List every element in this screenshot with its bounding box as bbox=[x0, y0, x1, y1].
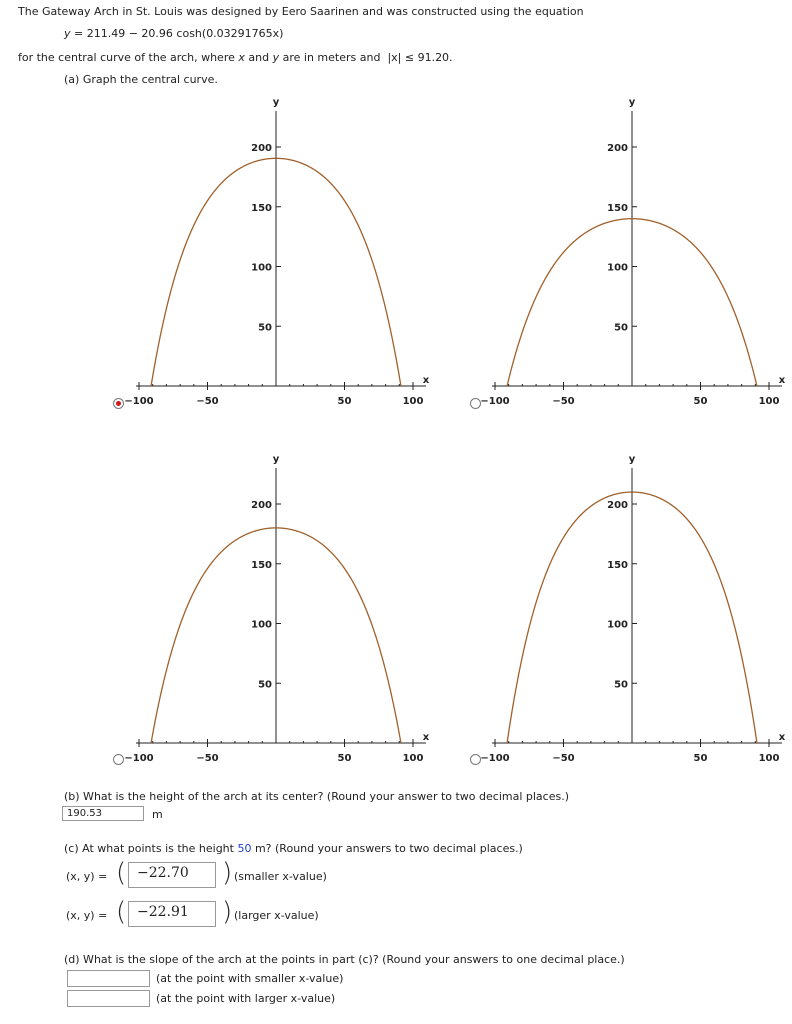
height-value: 50 bbox=[237, 842, 252, 855]
x-tick-label: 100 bbox=[402, 753, 424, 764]
y-tick-label: 100 bbox=[607, 262, 628, 274]
x-tick-label: −100 bbox=[124, 753, 154, 764]
y-axis-label: y bbox=[628, 97, 636, 108]
condition-pre: for the central curve of the arch, where bbox=[18, 51, 235, 64]
y-tick-label: 50 bbox=[614, 679, 628, 691]
open-paren-1: ( bbox=[116, 858, 127, 888]
x-tick-label: −50 bbox=[552, 753, 575, 764]
part-d-prompt: (d) What is the slope of the arch at the points in part (c)? (Round your answers to one decimal place.) bbox=[64, 953, 625, 966]
x-tick-label: −50 bbox=[196, 396, 219, 407]
y-tick-label: 150 bbox=[607, 202, 628, 214]
condition-post: are in meters and bbox=[282, 51, 381, 64]
x-tick-label: 100 bbox=[402, 396, 424, 407]
smaller-note: (smaller x-value) bbox=[234, 870, 327, 883]
y-axis-label: y bbox=[272, 454, 280, 465]
part-c-prompt-post: m? (Round your answers to two decimal places.) bbox=[254, 842, 523, 855]
y-tick-label: 100 bbox=[251, 262, 272, 274]
y-tick-label: 100 bbox=[251, 619, 272, 631]
slope-smaller-field[interactable] bbox=[67, 970, 150, 987]
x-axis-label: x bbox=[778, 375, 786, 386]
x-tick-label: −50 bbox=[552, 396, 575, 407]
y-tick-label: 150 bbox=[607, 559, 628, 571]
y-tick-label: 50 bbox=[258, 322, 272, 334]
x-tick-label: −100 bbox=[480, 753, 510, 764]
x-axis-label: x bbox=[778, 732, 786, 743]
point-larger-field[interactable]: −22.91 bbox=[128, 901, 216, 927]
larger-note: (larger x-value) bbox=[234, 909, 319, 922]
x-tick-label: −100 bbox=[124, 396, 154, 407]
y-tick-label: 50 bbox=[614, 322, 628, 334]
x-tick-label: 50 bbox=[337, 753, 352, 764]
y-tick-label: 150 bbox=[251, 202, 272, 214]
x-tick-label: −50 bbox=[196, 753, 219, 764]
xy-label-2: (x, y) = bbox=[66, 909, 108, 922]
xy-label-1: (x, y) = bbox=[66, 870, 108, 883]
x-tick-label: 50 bbox=[337, 396, 352, 407]
y-tick-label: 200 bbox=[251, 143, 272, 154]
slope-larger-note: (at the point with larger x-value) bbox=[156, 992, 336, 1005]
equation-rhs: = 211.49 − 20.96 cosh(0.03291765x) bbox=[74, 27, 284, 40]
y-tick-label: 200 bbox=[607, 500, 628, 511]
part-a-prompt: (a) Graph the central curve. bbox=[64, 73, 218, 86]
close-paren-1: ) bbox=[222, 858, 233, 888]
part-c-prompt bbox=[64, 842, 523, 855]
open-paren-2: ( bbox=[116, 897, 127, 927]
y-tick-label: 150 bbox=[251, 559, 272, 571]
close-paren-2: ) bbox=[222, 897, 233, 927]
x-tick-label: 50 bbox=[693, 753, 708, 764]
slope-smaller-note: (at the point with smaller x-value) bbox=[156, 972, 344, 985]
point-smaller-field[interactable]: −22.70 bbox=[128, 862, 216, 888]
condition-x: x bbox=[238, 51, 245, 64]
part-c-prompt-pre: (c) At what points is the height bbox=[64, 842, 234, 855]
condition-abs: |x| ≤ 91.20. bbox=[387, 51, 453, 64]
y-axis-label: y bbox=[272, 97, 280, 108]
condition-and: and bbox=[248, 51, 270, 64]
height-answer-field[interactable]: 190.53 bbox=[62, 806, 144, 821]
condition-y: y bbox=[272, 51, 280, 64]
slope-larger-field[interactable] bbox=[67, 990, 150, 1007]
x-tick-label: 50 bbox=[693, 396, 708, 407]
x-tick-label: 100 bbox=[758, 753, 780, 764]
x-tick-label: 100 bbox=[758, 396, 780, 407]
part-b-prompt: (b) What is the height of the arch at its center? (Round your answer to two decimal places.) bbox=[64, 790, 570, 803]
y-tick-label: 50 bbox=[258, 679, 272, 691]
x-axis-label: x bbox=[422, 732, 430, 743]
equation-lhs: y bbox=[64, 27, 71, 40]
height-unit: m bbox=[152, 808, 163, 821]
x-tick-label: −100 bbox=[480, 396, 510, 407]
x-axis-label: x bbox=[422, 375, 430, 386]
y-tick-label: 100 bbox=[607, 619, 628, 631]
y-tick-label: 200 bbox=[607, 143, 628, 154]
y-axis-label: y bbox=[628, 454, 636, 465]
problem-intro: The Gateway Arch in St. Louis was designed by Eero Saarinen and was constructed using the equation bbox=[18, 5, 584, 18]
y-tick-label: 200 bbox=[251, 500, 272, 511]
